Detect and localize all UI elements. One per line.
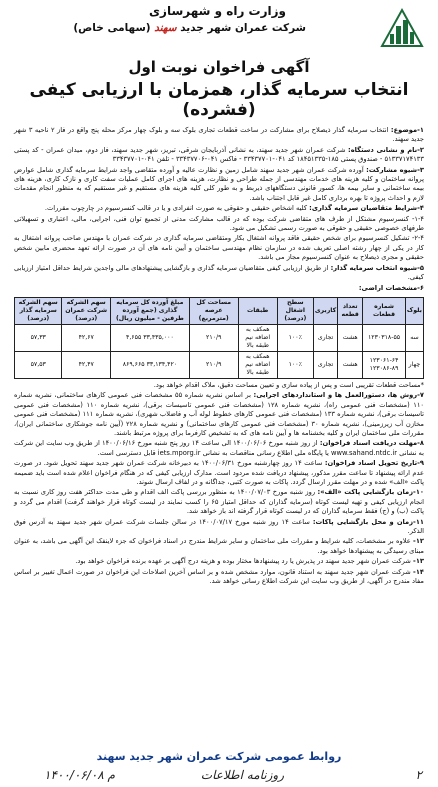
- city-building-logo-icon: [378, 6, 426, 50]
- table-header-cell: تعداد قطعه: [338, 297, 363, 324]
- table-cell: ۲۱۰/۹: [189, 324, 238, 351]
- section-7: ۷-روش ها، دستورالعمل ها و استانداردهای اجرایی: بر اساس نشریه شماره ۵۵ مشخصات فنی عمومی کارهای ساختمانی، نشریه شماره ۱۱۰ (مشخصات فنی عمومی راه)، نشریه شماره ۱۲۸ (مشخصات فنی عمومی تاسیسات برقی)، نشریه شماره ۱۱۰ (مشخصات فنی عمومی تاسیسات برقی)، نشریه شماره ۱۳۳ (مشخصات فنی عمومی کارهای خطوط لوله آب و فاضلاب شهری)، نشریه شماره ۱۱۱ (مشخصات فنی عمومی مخازن آب زیرزمینی)، نشریه شماره ۳۰ (مشخصات فنی عمومی کارهای ساختمانی) و نشریه شماره ۲۲۸ (آیین نامه جوشکاری ساختمانی ایران)، مقررات ملی ساختمان ایران و کلیه بخشنامه ها و آیین نامه های که به تشخیص کارفرما برای پروژه مرتبط باشند.: [14, 391, 425, 437]
- company-brand: سهند: [154, 22, 177, 34]
- section-3: ۳-شیوه مشارکت: آورده شرکت عمران شهر جدید سهند شامل زمین و نظارت عالیه و آورده متقاضی واجد شرایط سرمایه گذاری شامل عوارض پروانه ساختمان و کلیه هزینه های خدمات مهندسی از جمله طراحی و نظارت، هزینه های اجرای کامل عملیات سفت کاری و نازک کاری، هزینه های بیمه ساختمانی و سایر بیمه ها، کسور قانونی دستگاههای ذیربط و به طور کلی کلیه هزینه های مستقیم و غیر مستقیم که به منظور انجام مقدمات لازم و احداث پروژه تا بهره برداری کامل غیر قابل اجتناب باشد.: [14, 165, 424, 202]
- section-13: ۱۳- شرکت عمران شهر جدید سهند در پذیرش یا رد پیشنهادها مختار بوده و هزینه درج آگهی بر عهده برنده فراخوان خواهد بود.: [75, 557, 424, 566]
- table-cell: ۳۳,۴۳۵,۰۰۰ ۴,۶۵۵: [111, 324, 190, 351]
- table-cell: ۴۲,۴۷: [62, 351, 111, 378]
- handwritten-notes: [4, 768, 434, 786]
- company-suffix: (سهامی خاص): [73, 22, 151, 34]
- table-cell: همکف به اضافه نیم طبقه بالا: [238, 324, 277, 351]
- section-12: ۱۲- علاوه بر مشخصات، کلیه شرایط و مقررات ملی ساختمان و سایر شرایط مندرج در اسناد فراخوان که جزء لاینفک این آگهی می باشد، به عنوان مبنای رسیدگی به پیشنهادها خواهد بود.: [14, 537, 424, 555]
- ministry-name: وزارت راه و شهرسازی: [149, 4, 286, 18]
- section-8: ۸-مهلت دریافت اسناد فراخوان: از روز شنبه مورخ ۱۴۰۰/۰۶/۰۶ الی ساعت ۱۴ روز پنج شنبه مورخ ۱۴۰۰/۰۶/۱۶ از طریق وب سایت این شرکت به نشانی www.sahand.ntdc.ir یا پایگاه ملی اطلاع رسانی مناقصات به نشانی iets.mporg.ir قابل دسترسی است.: [14, 439, 424, 457]
- table-cell: ۱۰۰٪: [277, 351, 313, 378]
- table-header-cell: کاربری: [313, 297, 337, 324]
- table-cell: هشت: [338, 324, 363, 351]
- section-2: ۲-نام و نشانی دستگاه: شرکت عمران شهر جدید سهند، به نشانی آذربایجان شرقی، تبریز، شهر جدید سهند، فاز دوم، میدان عمران - کد پستی ۵۱۳۳۷۱۷۴۱۳۳ - صندوق پستی ۱۸۵-۱۸۴۵۱۳۳۵ کد ۰۴۱-۳۳۴۳۷۷۰۱ - فاکس ۰۴۱-۳۳۴۳۷۷۰۶ - تلفن ۰۴۱-۳۳۴۳۷۷۰۱: [14, 145, 424, 164]
- table-header-cell: بلوک: [405, 297, 423, 324]
- section-11: ۱۱-زمان و محل بازگشایی پاکات: ساعت ۱۴ روز شنبه مورخ ۱۴۰۰/۰۷/۱۷ در سالن جلسات شرکت عمران شهر جدید سهند به آدرس فوق الذکر.: [14, 517, 424, 535]
- table-row: [15, 351, 424, 378]
- table-cell: چهار: [405, 351, 423, 378]
- table-cell: ۲۱۰/۹: [189, 351, 238, 378]
- land-specs-table: [14, 297, 424, 379]
- section-10: ۱۰-زمان بازگشایی پاکت «الف»: روز شنبه مورخ ۱۴۰۰/۰۷/۰۳ به منظور بررسی پاکت الف اقدام و طی مدت حداکثر هفت روز کاری نسبت به انجام ارزیابی کیفی و تهیه لیست کوتاه (سرمایه گذاران که حداقل امتیاز ۶۵ را کسب نمایند در لیست کوتاه قرار خواهند گرفت) اقدام می گردد و پاکت (ب) و (ج) فقط سرمایه گذاران که در لیست کوتاه قرار گرفته اند باز خواهد شد.: [14, 488, 425, 516]
- handwritten-date: م ۱۴۰۰/۰۶/۰۸: [44, 768, 115, 782]
- table-cell: سه: [405, 324, 423, 351]
- table-header-cell: سطح اشغال (درصد): [277, 297, 313, 324]
- table-cell: هشت: [338, 351, 363, 378]
- table-cell: ۱۰۰٪: [277, 324, 313, 351]
- section-6: ۶-مشخصات اراضی:: [358, 283, 424, 292]
- header: [4, 2, 434, 54]
- section-14: ۱۴- شرکت عمران شهر جدید سهند به استناد قانون، موارد مشخص شده و بر اساس آخرین اصلاحات این فراخوان در صورت اعمال تغییر بر اساس مفاد مندرج در آگهی، از طریق وب سایت این شرکت اطلاع رسانی خواهد شد.: [14, 567, 424, 586]
- public-relations-footer: روابط عمومی شرکت عمران شهر جدید سهند: [96, 750, 342, 763]
- table-cell: ۱۲۳۰۳۱۸-۵۵: [363, 324, 406, 351]
- notice-body: [4, 120, 434, 586]
- table-cell: تجاری: [313, 324, 337, 351]
- table-cell: تجاری: [313, 351, 337, 378]
- company-name: [73, 22, 306, 34]
- table-cell: ۴۲,۶۷: [62, 324, 111, 351]
- area-note: *مساحت قطعات تقریبی است و پس از پیاده سازی و تعیین مساحت دقیق، ملاک اقدام خواهد بود.: [153, 380, 424, 389]
- notice-subtitle: انتخاب سرمایه گذار، همزمان با ارزیابی کیفی (فشرده): [29, 80, 409, 120]
- table-cell: ۵۷,۳۳: [15, 324, 62, 351]
- section-4-1: ۱-۴- کنسرسیوم مشتکل از طرف های متقاضی شرکت بوده که در قالب مشارکت مدنی از تجمیع توان فنی، اجرایی، مالی، اعتباری و تسهیلاتی طرفهای خصوصی حقیقی و حقوقی به صورت رسمی تشکیل می شود.: [14, 214, 424, 233]
- table-header-cell: مساحت کل عرصه (مترمربع): [189, 297, 238, 324]
- table-header-cell: مبلغ آورده کل سرمایه گذاری (جمع آورده طرفین - میلیون ریال): [111, 297, 190, 324]
- table-header-cell: سهم الشرکه سرمایه گذار (درصد): [15, 297, 62, 324]
- notice-title: آگهی فراخوان نوبت اول: [128, 58, 310, 76]
- table-row: [15, 324, 424, 351]
- section-4-2: ۲-۴- تشکیل کنسرسیوم برای شخص حقیقی فاقد پروانه اشتغال بکار ومتقاضی سرمایه گذاری در شرکت عمران با مهندس صاحب پروانه اشتغال به کار در یکی از چهار رشته اصلی تعریف شده در سازمان نظام مهندسی ساختمان و آیین نامه های آن در صورت ارائه تعهد محضری مابین شخص حقیقی و مجری ذیصلاح به عنوان کنسرسیوم مجاز می باشد.: [14, 234, 424, 262]
- section-5: ۵-شیوه انتخاب سرمایه گذار: از طریق ارزیابی کیفی متقاضیان سرمایه گذاری و بازگشایی پیشنهادهای مالی واجدین شرایط حداقل امتیاز ارزیابی کیفی.: [13, 263, 424, 282]
- handwritten-page-number: ۲: [415, 768, 422, 782]
- tender-notice: [4, 2, 434, 785]
- table-header-row: [15, 297, 424, 324]
- handwritten-newspaper: روزنامه اطلاعات: [200, 768, 284, 782]
- section-4: ۴-شرایط متقاضیان سرمایه گذاری: کلیه اشخاص حقیقی و حقوقی به صورت انفرادی و یا در قالب کنسرسیوم در چارچوب مقررات.: [44, 204, 424, 213]
- table-cell: ۵۷,۵۳: [15, 351, 62, 378]
- table-cell: ۱۲۳۰۶۱-۶۴ ۱۲۳۰۸۶-۸۹: [363, 351, 406, 378]
- section-9: ۹-تاریخ تحویل اسناد فراخوان: ساعت ۱۴ روز چهارشنبه مورخ ۱۴۰۰/۰۶/۳۱ به دبیرخانه شرکت عمران شهر جدید سهند تحویل شود. در صورت عدم ارائه پیشنهاد تا ساعت مقرر مذکور، پیشنهاد دریافت شده مردود است. مدارک ارزیابی کیفی که در هنگام فراخوان اعلام شده است باید ضمیمه پاکت «الف» شده و در مهلت مقرر ارسال گردد. پاکات به صورت کتبی، جداگانه و در لفاف ارسال شوند.: [14, 459, 424, 486]
- table-cell: همکف به اضافه نیم طبقه بالا: [238, 351, 277, 378]
- company-prefix: شرکت عمران شهر جدید: [180, 22, 306, 34]
- table-cell: ۳۳,۱۳۴,۴۲۰ ۸۶۹,۶۶۵: [111, 351, 190, 378]
- table-header-cell: طبقات: [238, 297, 277, 324]
- section-1: ۱-موضوع: انتخاب سرمایه گذار ذیصلاح برای مشارکت در ساخت قطعات تجاری بلوک سه و بلوک چهار مرکز محله پنج واقع در فاز ۲ ناحیه ۳ شهر جدید سهند.: [14, 126, 424, 144]
- table-header-cell: سهم الشرکه شرکت عمران (درصد): [62, 297, 111, 324]
- table-header-cell: شماره قطعات: [363, 297, 406, 324]
